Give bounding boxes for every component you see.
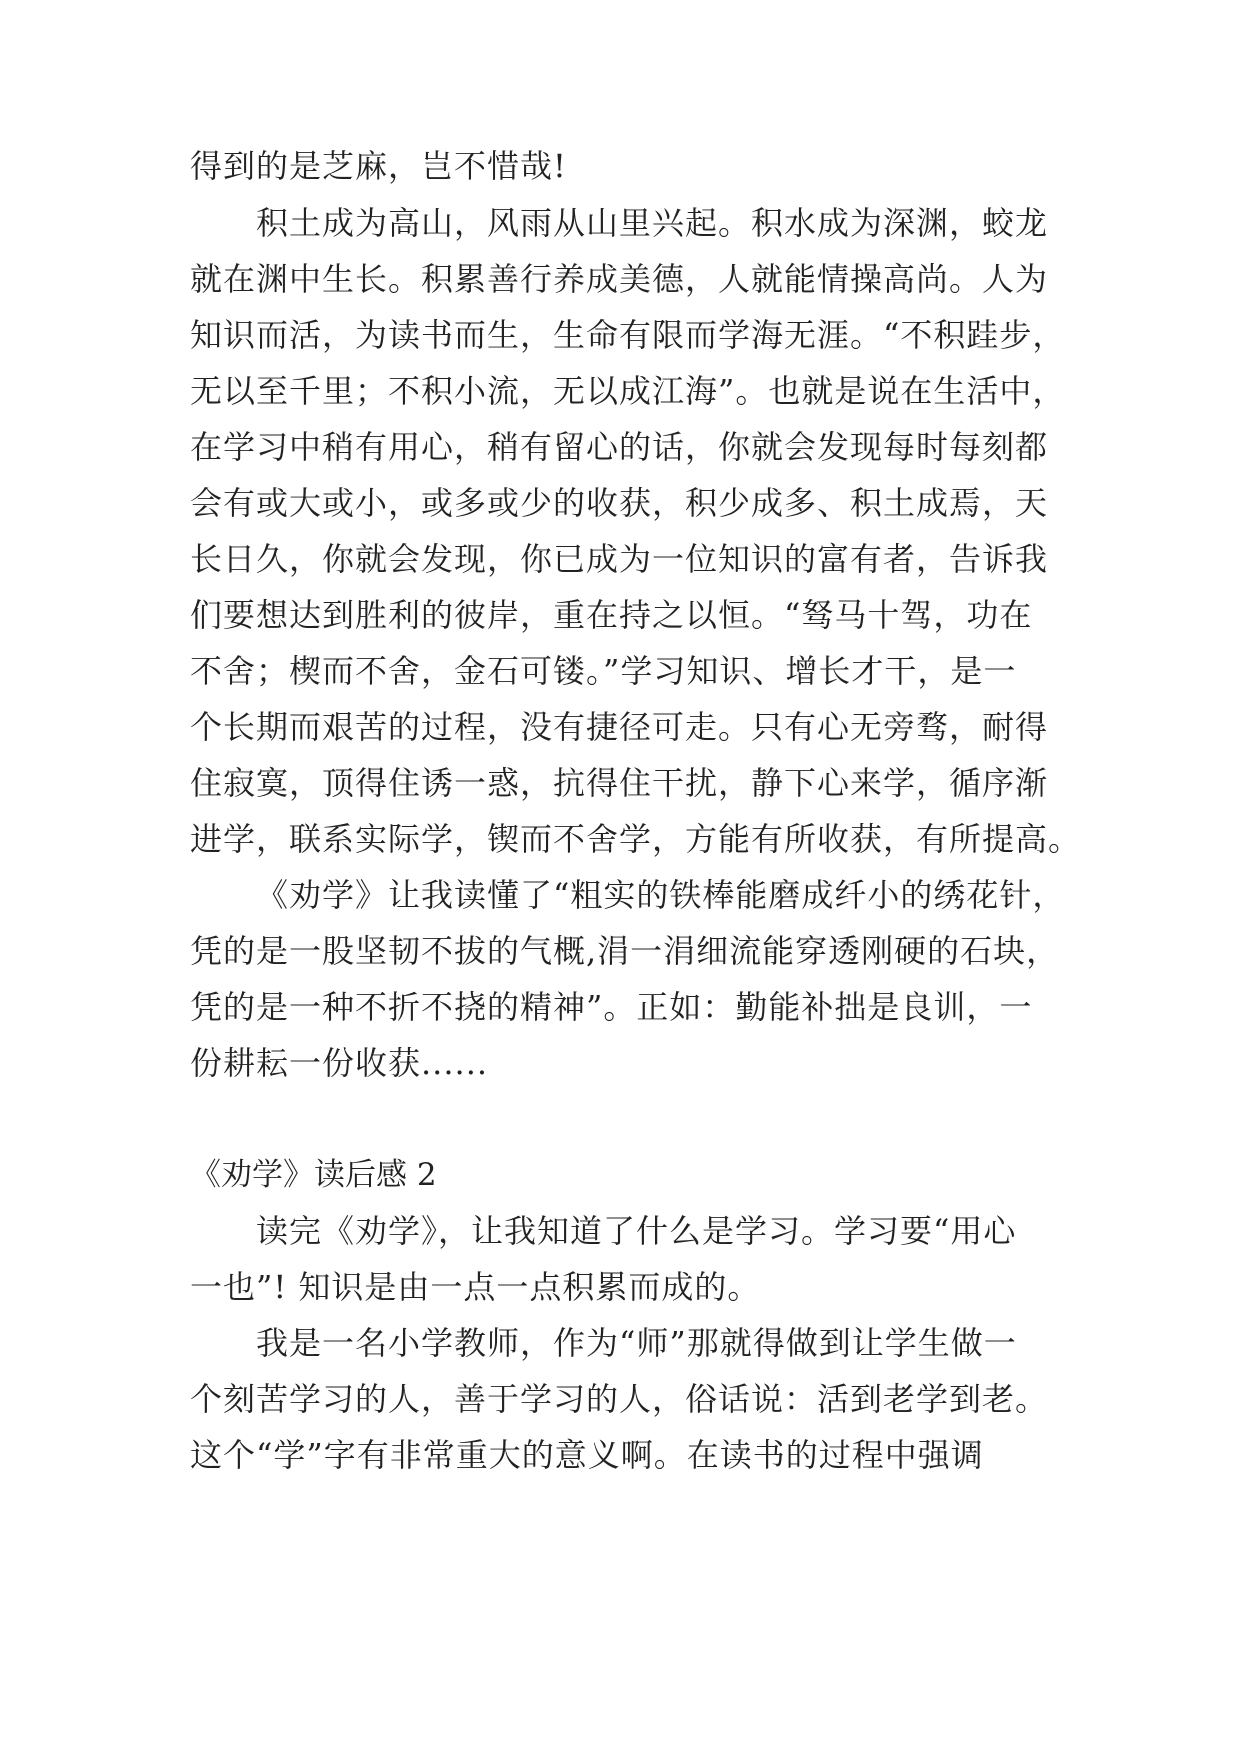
paragraph-line: 份耕耘一份收获...... [190,1044,489,1082]
paragraph-line: 这个“学”字有非常重大的意义啊。在读书的过程中强调 [190,1436,984,1474]
paragraph-line: 凭的是一股坚韧不拔的气概,涓一涓细流能穿透刚硬的石块， [190,932,1060,970]
paragraph-line: 一也”! 知识是由一点一点积累而成的。 [190,1268,761,1306]
paragraph-line: 不舍；楔而不舍，金石可镂。”学习知识、增长才干，是一 [190,652,1017,690]
paragraph-line: 得到的是芝麻，岂不惜哉! [190,147,567,185]
paragraph-line: 会有或大或小，或多或少的收获，积少成多、积土成焉，天 [190,484,1049,522]
paragraph-line: 住寂寞，顶得住诱一惑，抗得住干扰，静下心来学，循序渐 [190,764,1049,802]
paragraph-line: 凭的是一种不折不挠的精神”。正如：勤能补拙是良训，一 [190,988,1033,1026]
paragraph-line: 在学习中稍有用心，稍有留心的话，你就会发现每时每刻都 [190,428,1049,466]
paragraph-line: 知识而活，为读书而生，生命有限而学海无涯。“不积跬步， [190,316,1066,354]
paragraph-line: 长日久，你就会发现，你已成为一位知识的富有者，告诉我 [190,540,1049,578]
paragraph-line: 读完《劝学》，让我知道了什么是学习。学习要“用心 [256,1212,1017,1250]
paragraph-line: 《劝学》让我读懂了“粗实的铁棒能磨成纤小的绣花针， [256,876,1066,914]
paragraph-line: 个刻苦学习的人，善于学习的人，俗话说：活到老学到老。 [190,1380,1049,1418]
section-title: 《劝学》读后感 2 [190,1157,437,1193]
paragraph-line: 进学，联系实际学，锲而不舍学，方能有所收获，有所提高。 [190,820,1082,858]
paragraph-line: 就在渊中生长。积累善行养成美德，人就能情操高尚。人为 [190,260,1049,298]
paragraph-line: 我是一名小学教师，作为“师”那就得做到让学生做一 [256,1324,1017,1362]
paragraph-line: 无以至千里；不积小流，无以成江海”。也就是说在生活中， [190,372,1066,410]
paragraph-line: 积土成为高山，风雨从山里兴起。积水成为深渊，蛟龙 [256,204,1049,242]
paragraph-line: 们要想达到胜利的彼岸，重在持之以恒。“驽马十驾，功在 [190,596,1033,634]
paragraph-line: 个长期而艰苦的过程，没有捷径可走。只有心无旁骛，耐得 [190,708,1049,746]
